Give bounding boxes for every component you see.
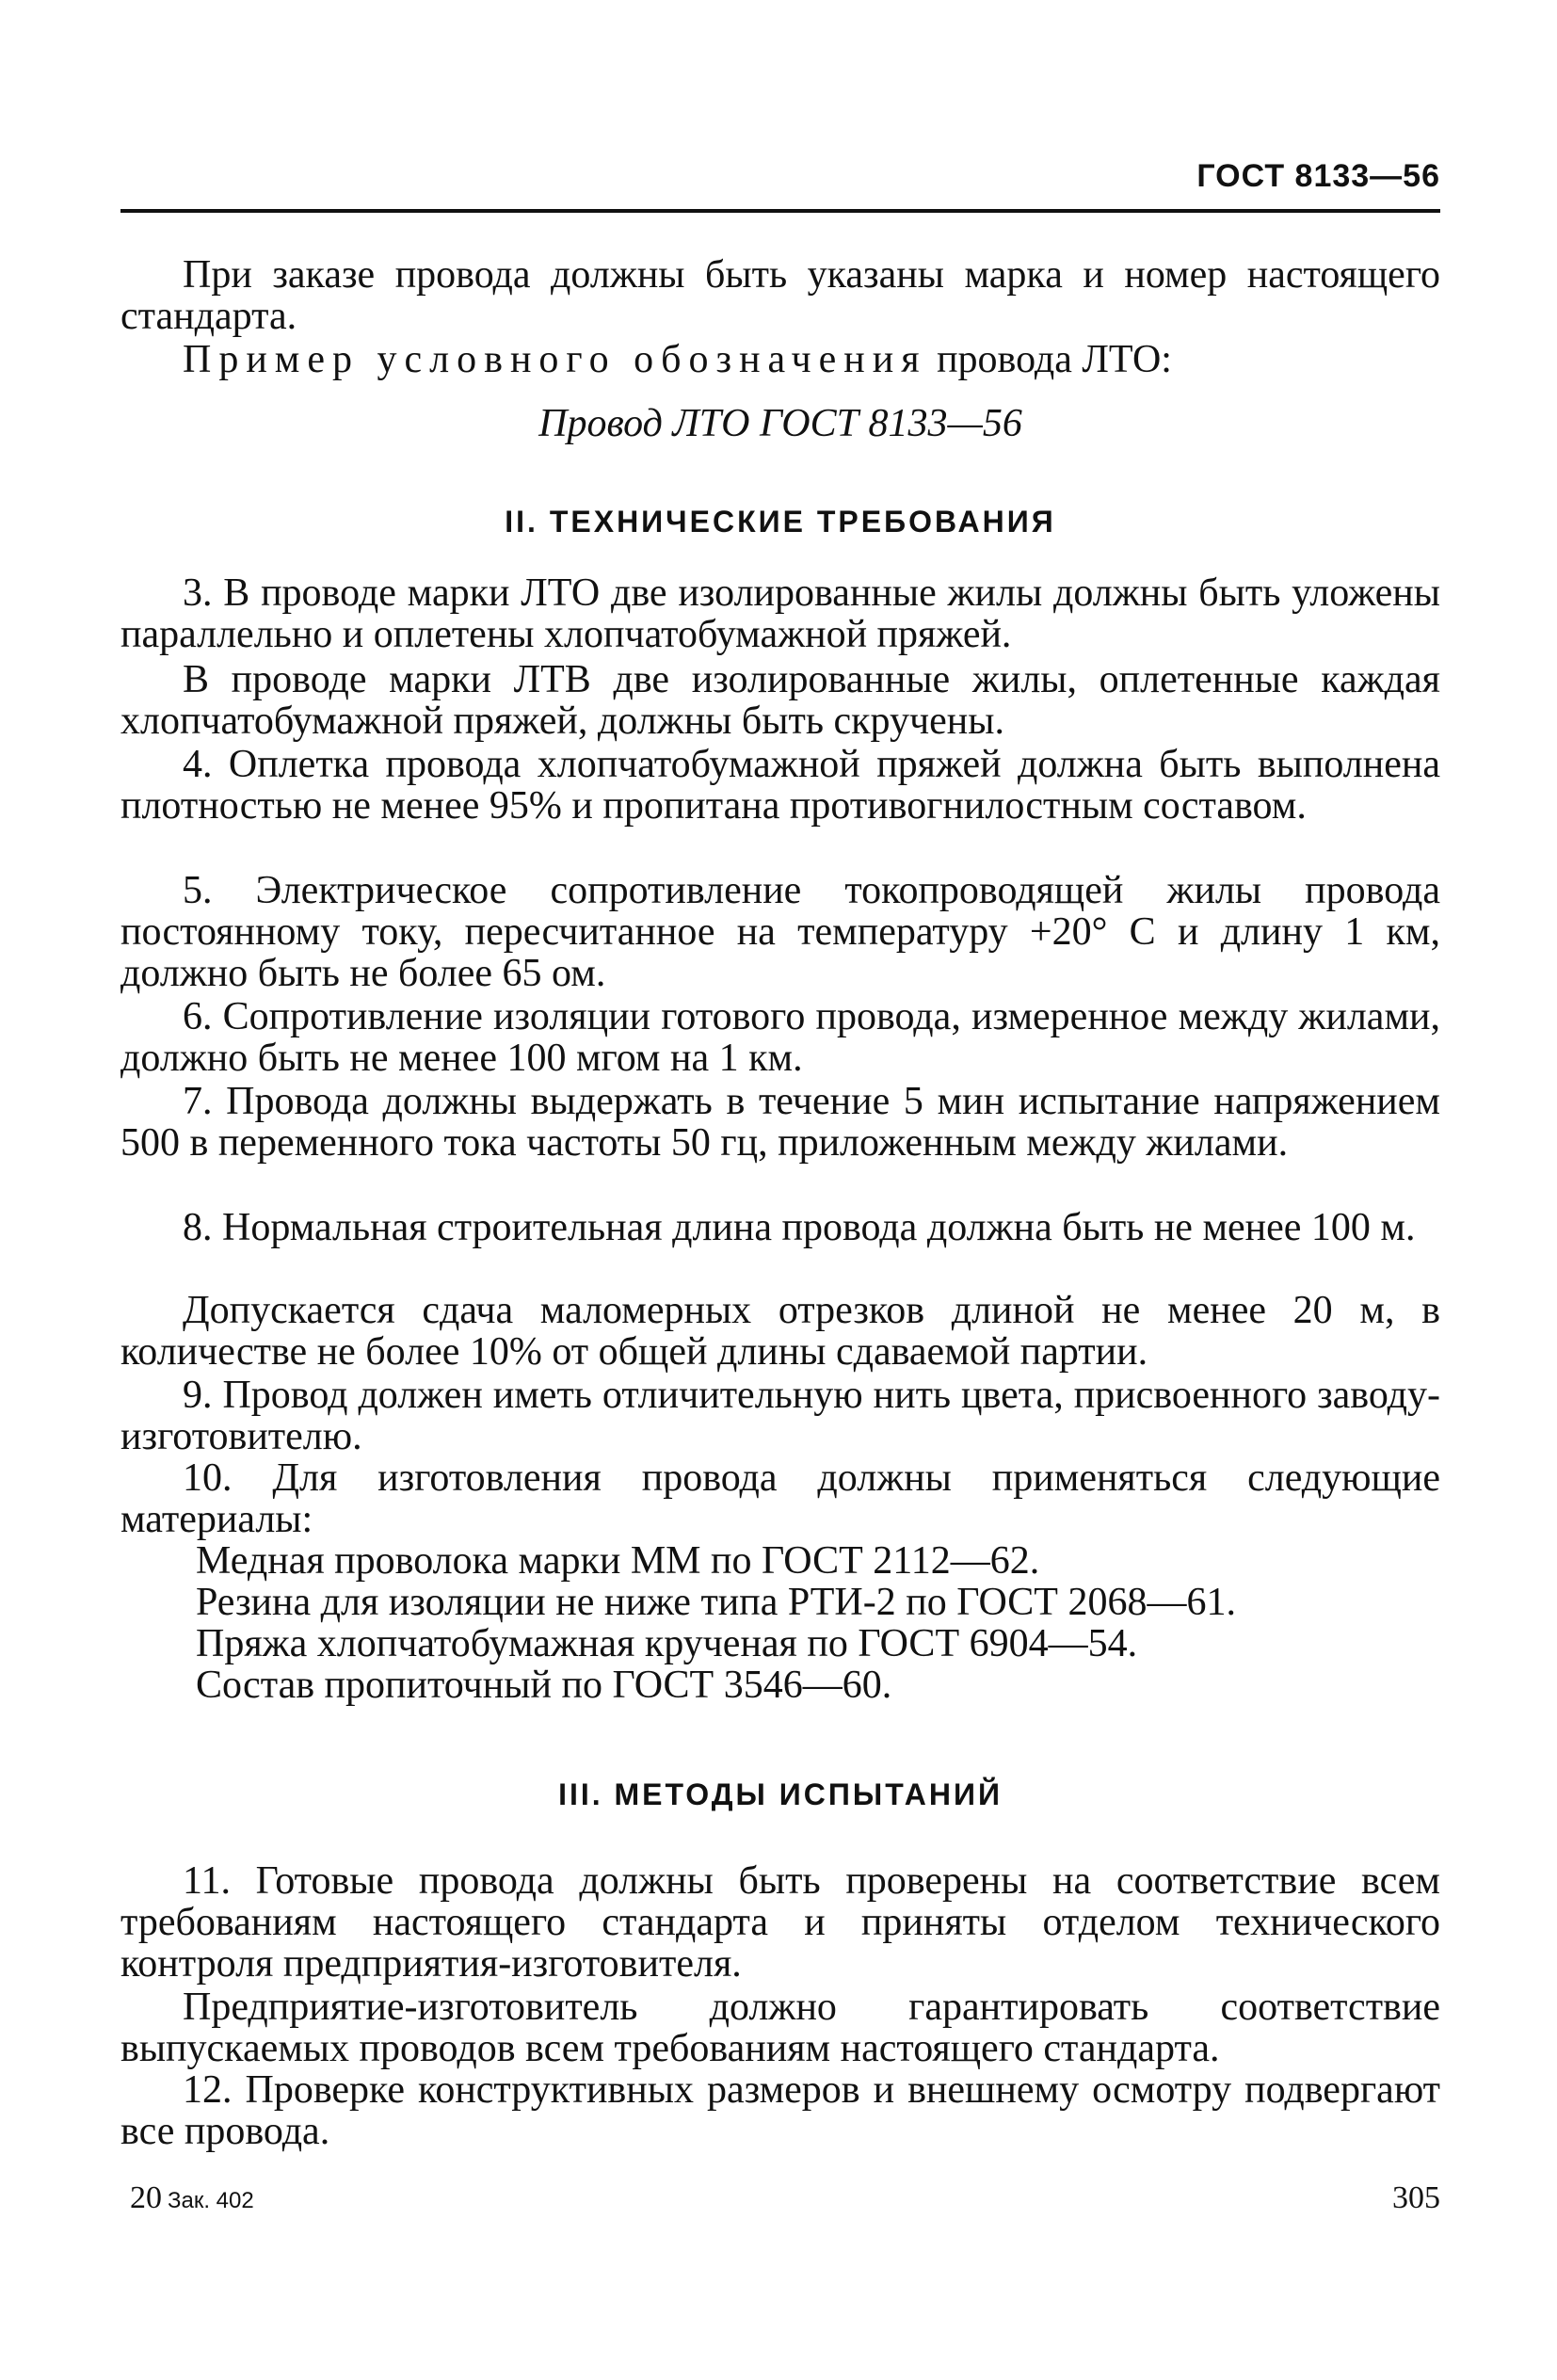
clause-12: 12. Проверке конструктивных размеров и внешнему осмотру подвергают все провода. xyxy=(120,2068,1440,2153)
example-designation: Провод ЛТО ГОСТ 8133—56 xyxy=(538,402,1022,445)
section-title-technical-requirements: II. ТЕХНИЧЕСКИЕ ТРЕБОВАНИЯ xyxy=(505,505,1056,539)
example-line xyxy=(120,339,1440,380)
material-item: Резина для изоляции не ниже типа РТИ-2 по ГОСТ 2068—61. xyxy=(196,1581,1236,1624)
clause-8: 8. Нормальная строительная длина провода должна быть не менее 100 м. xyxy=(183,1206,1416,1249)
order-label: Зак. 402 xyxy=(168,2188,254,2213)
footer-order-info xyxy=(130,2180,254,2216)
clause-11: 11. Готовые провода должны быть проверены на соответствие всем требованиям настоящего стандарта и приняты отделом технического контроля предприятия-изготовителя. xyxy=(120,1859,1440,1986)
section-title-test-methods: III. МЕТОДЫ ИСПЫТАНИЙ xyxy=(558,1777,1003,1811)
clause-5: 5. Электрическое сопротивление токопроводящей жилы провода постоянному току, пересчитанное на температуру +20° С и длину 1 км, должно быть не более 65 ом. xyxy=(120,869,1440,995)
clause-3-ltv: В проводе марки ЛТВ две изолированные жилы, оплетенные каждая хлопчатобумажной пряжей, должны быть скручены. xyxy=(120,658,1440,743)
example-label: Пример условного обозначения xyxy=(183,338,927,381)
clause-6: 6. Сопротивление изоляции готового провода, измеренное между жилами, должно быть не менее 100 мгом на 1 км. xyxy=(120,995,1440,1080)
page-number: 305 xyxy=(1392,2180,1440,2215)
example-suffix: провода ЛТО: xyxy=(937,338,1172,381)
clause-8-short-lengths: Допускается сдача маломерных отрезков длиной не менее 20 м, в количестве не более 10% от общей длины сдаваемой партии. xyxy=(120,1289,1440,1374)
header-rule xyxy=(120,209,1440,213)
material-item: Медная проволока марки ММ по ГОСТ 2112—62. xyxy=(196,1539,1040,1583)
sheet-number: 20 xyxy=(130,2180,162,2215)
order-note: При заказе провода должны быть указаны марка и номер настоящего стандарта. xyxy=(120,253,1440,338)
clause-11-guarantee: Предприятие-изготовитель должно гарантировать соответствие выпускаемых проводов всем требованиям настоящего стандарта. xyxy=(120,1986,1440,2070)
material-item: Пряжа хлопчатобумажная крученая по ГОСТ 6904—54. xyxy=(196,1622,1138,1665)
document-code: ГОСТ 8133—56 xyxy=(1196,158,1440,194)
clause-10: 10. Для изготовления провода должны применяться следующие материалы: xyxy=(120,1456,1440,1541)
clause-4: 4. Оплетка провода хлопчатобумажной пряжей должна быть выполнена плотностью не менее 95% и пропитана противогнилостным составом. xyxy=(120,743,1440,828)
clause-9: 9. Провод должен иметь отличительную нить цвета, присвоенного заводу-изготовителю. xyxy=(120,1374,1440,1458)
material-item: Состав пропиточный по ГОСТ 3546—60. xyxy=(196,1664,892,1707)
clause-3: 3. В проводе марки ЛТО две изолированные жилы должны быть уложены параллельно и оплетены хлопчатобумажной пряжей. xyxy=(120,571,1440,656)
clause-7: 7. Провода должны выдержать в течение 5 мин испытание напряжением 500 в переменного тока частоты 50 гц, приложенным между жилами. xyxy=(120,1080,1440,1165)
